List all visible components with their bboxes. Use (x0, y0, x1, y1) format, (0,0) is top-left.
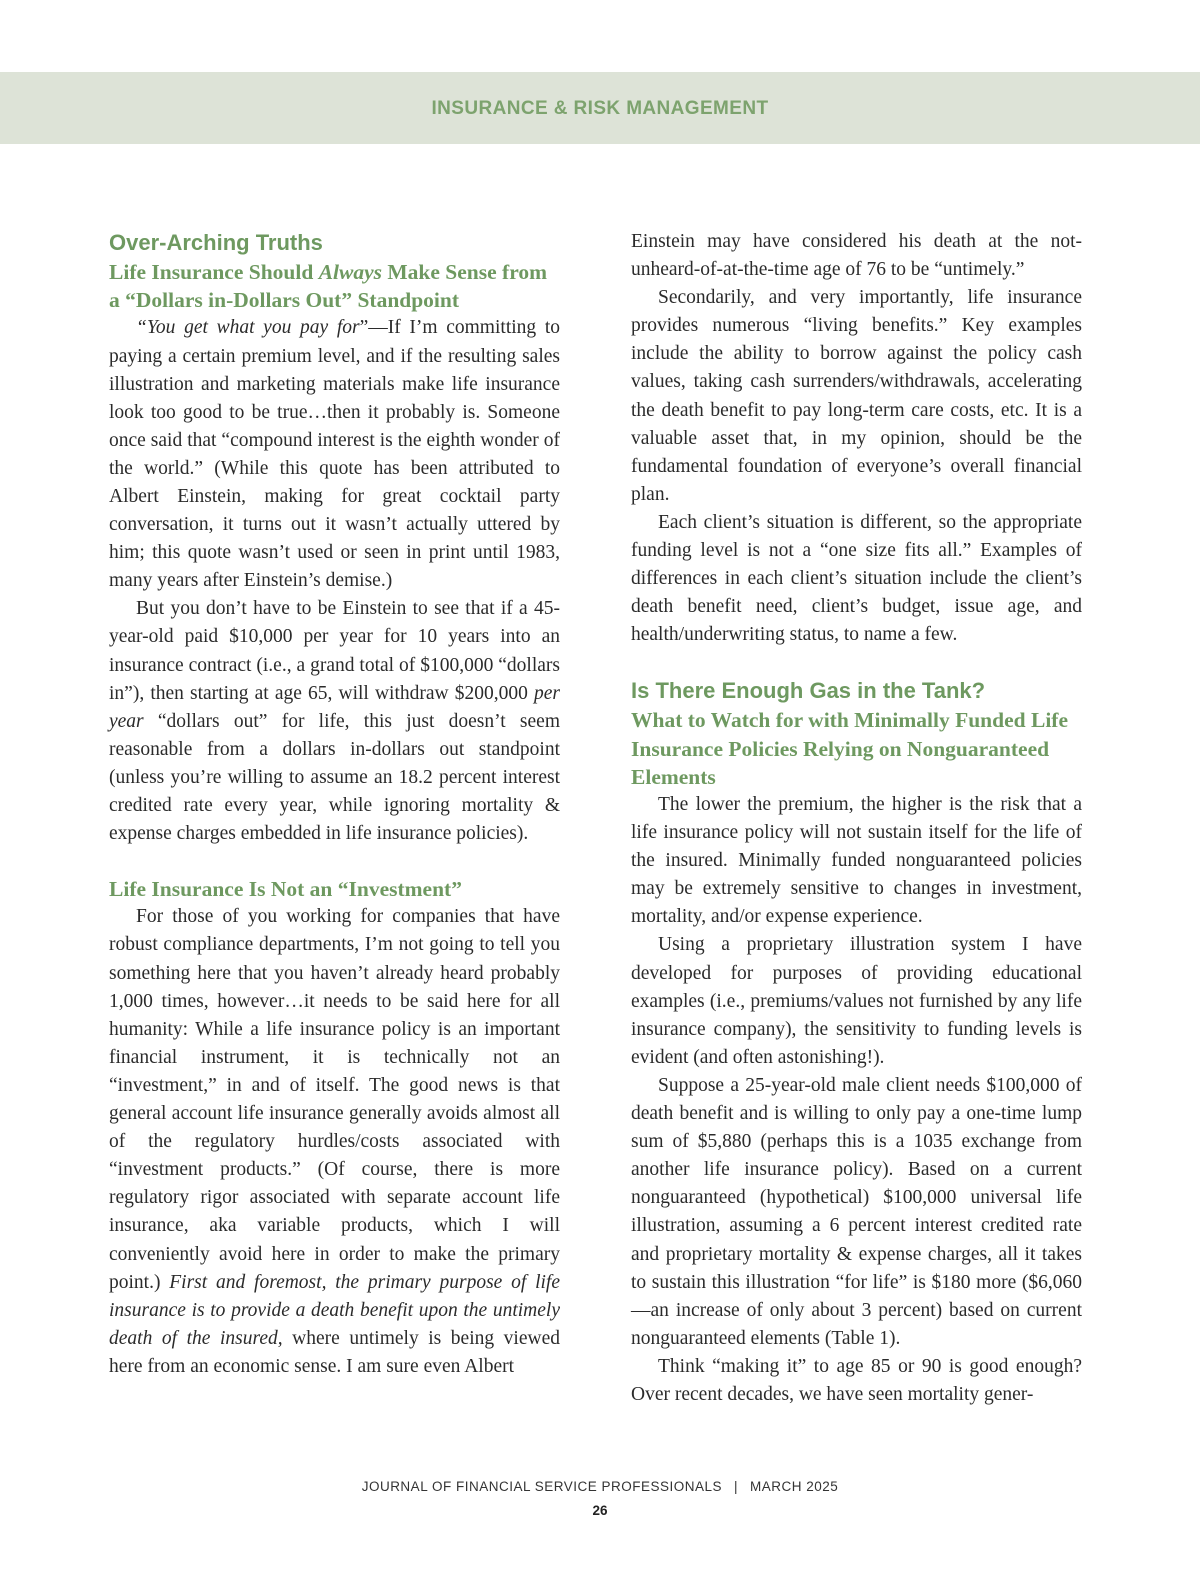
paragraph-compliance (109, 903, 560, 1381)
paragraph-lower-premium: The lower the premium, the higher is the risk that a life insurance policy will not sustain itself for the life of the insured. Minimally funded nonguaranteed policies may be extremely sensitive to changes in investment, mortality, and/or expense experience. (631, 794, 1082, 928)
paragraph-25-year-old-example: Suppose a 25-year-old male client needs $100,000 of death benefit and is willing to only pay a one-time lump sum of $5,880 (perhaps this is a 1035 exchange from another life insurance policy). Based on a current nonguaranteed (hypothetical) $100,000 universal life illustration, assuming a 6 percent interest credited rate and proprietary mortality & expense charges, all it takes to sustain this illustration “for life” is $180 more ($6,060—an increase of only about 3 percent) based on current nonguaranteed elements (Table 1). (631, 1074, 1082, 1349)
subtitle-part: Life Insurance Should (109, 260, 319, 284)
paragraph-text: “dollars out” for life, this just doesn’t seem reasonable from a dollars in-dollars out standpoint (unless you’re willing to assume an 18.2 percent interest credited rate every year, while ignoring mortality & expense charges embedded in life insurance policies). (109, 710, 560, 845)
subsection-title-not-an-investment: Life Insurance Is Not an “Investment” (109, 877, 462, 902)
left-column (109, 228, 560, 1381)
footer-separator: | (734, 1479, 739, 1494)
subtitle-emphasis: Always (318, 260, 383, 284)
paragraph-text: ”—If I’m committing to paying a certain premium level, and if the resulting sales illustration and marketing materials make life insurance look too good to be true…then it probably is. Someone once said that “compound interest is the eighth wonder of the world.” (While this quote has been attributed to Albert Einstein, making for great cocktail party conversation, it turns out it wasn’t actually uttered by him; this quote wasn’t used or seen in print until 1983, many years after Einstein’s demise.) (109, 317, 560, 592)
subtitle-part: Make Sense from a “Dollars in-Dollars Out” Standpoint (109, 260, 548, 313)
section-title-enough-gas: Is There Enough Gas in the Tank? (631, 678, 986, 704)
paragraph-living-benefits: Secondarily, and very importantly, life insurance provides numerous “living benefits.” Key examples include the ability to borrow against the policy cash values, taking cash surrenders/withdrawals, accelerating the death benefit to pay long-term care costs, etc. It is a valuable asset that, in my opinion, should be the fundamental foundation of everyone’s overall financial plan. (631, 287, 1082, 505)
section-header-label: INSURANCE & RISK MANAGEMENT (431, 98, 769, 119)
section-title-over-arching-truths: Over-Arching Truths (109, 230, 323, 255)
issue-date: MARCH 2025 (750, 1479, 839, 1494)
page-number: 26 (592, 1503, 608, 1518)
quote-emphasis: “You get what you pay for (136, 317, 360, 339)
paragraph-making-it: Think “making it” to age 85 or 90 is good enough? Over recent decades, we have seen mortality gener- (631, 1355, 1082, 1405)
section-spacer (109, 848, 560, 875)
paragraph-einstein-untimely: Einstein may have considered his death at the not-unheard-of-at-the-time age of 76 to be “untimely.” (631, 231, 1082, 281)
subsection-title-dollars-in-out (109, 258, 560, 314)
paragraph-einstein-example (109, 595, 560, 848)
paragraph-you-get-what-you-pay-for (109, 314, 560, 595)
per-year-emphasis: per year (109, 682, 560, 732)
paragraph-text: For those of you working for companies that have robust compliance departments, I’m not going to tell you something here that you haven’t already heard probably 1,000 times, however…it needs to be said here for all humanity: While a life insurance policy is an important financial instrument, it is technically not an “investment,” in and of itself. The good news is that general account life insurance generally avoids almost all of the regulatory hurdles/costs associated with “investment products.” (Of course, there is more regulatory rigor associated with separate account life insurance, aka variable products, which I will conveniently avoid here in order to make the primary point.) (109, 906, 560, 1293)
primary-purpose-emphasis: First and foremost, the primary purpose of life insurance is to provide a death benefit upon the untimely death of the insured, (109, 1271, 560, 1349)
section-spacer (631, 649, 1082, 676)
footer-journal-line (0, 1479, 1200, 1494)
paragraph-text: But you don’t have to be Einstein to see that if a 45-year-old paid $10,000 per year for 10 years into an insurance contract (i.e., a grand total of $100,000 “dollars in”), then starting at age 65, will withdraw $200,000 (109, 598, 560, 704)
paragraph-client-situation: Each client’s situation is different, so the appropriate funding level is not a “one size fits all.” Examples of differences in each client’s situation include the client’s death benefit need, client’s budget, issue age, and health/underwriting status, to name a few. (631, 511, 1082, 646)
paragraph-illustration-system: Using a proprietary illustration system I have developed for purposes of providing educational examples (i.e., premiums/values not furnished by any life insurance company), the sensitivity to funding levels is evident (and often astonishing!). (631, 934, 1082, 1068)
journal-name: JOURNAL OF FINANCIAL SERVICE PROFESSIONALS (361, 1479, 723, 1494)
right-column (631, 228, 1082, 1409)
subsection-title-minimally-funded: What to Watch for with Minimally Funded Life Insurance Policies Relying on Nonguaranteed Elements (631, 708, 1068, 789)
paragraph-text: where untimely is being viewed here from an economic sense. I am sure even Albert (109, 1327, 560, 1377)
